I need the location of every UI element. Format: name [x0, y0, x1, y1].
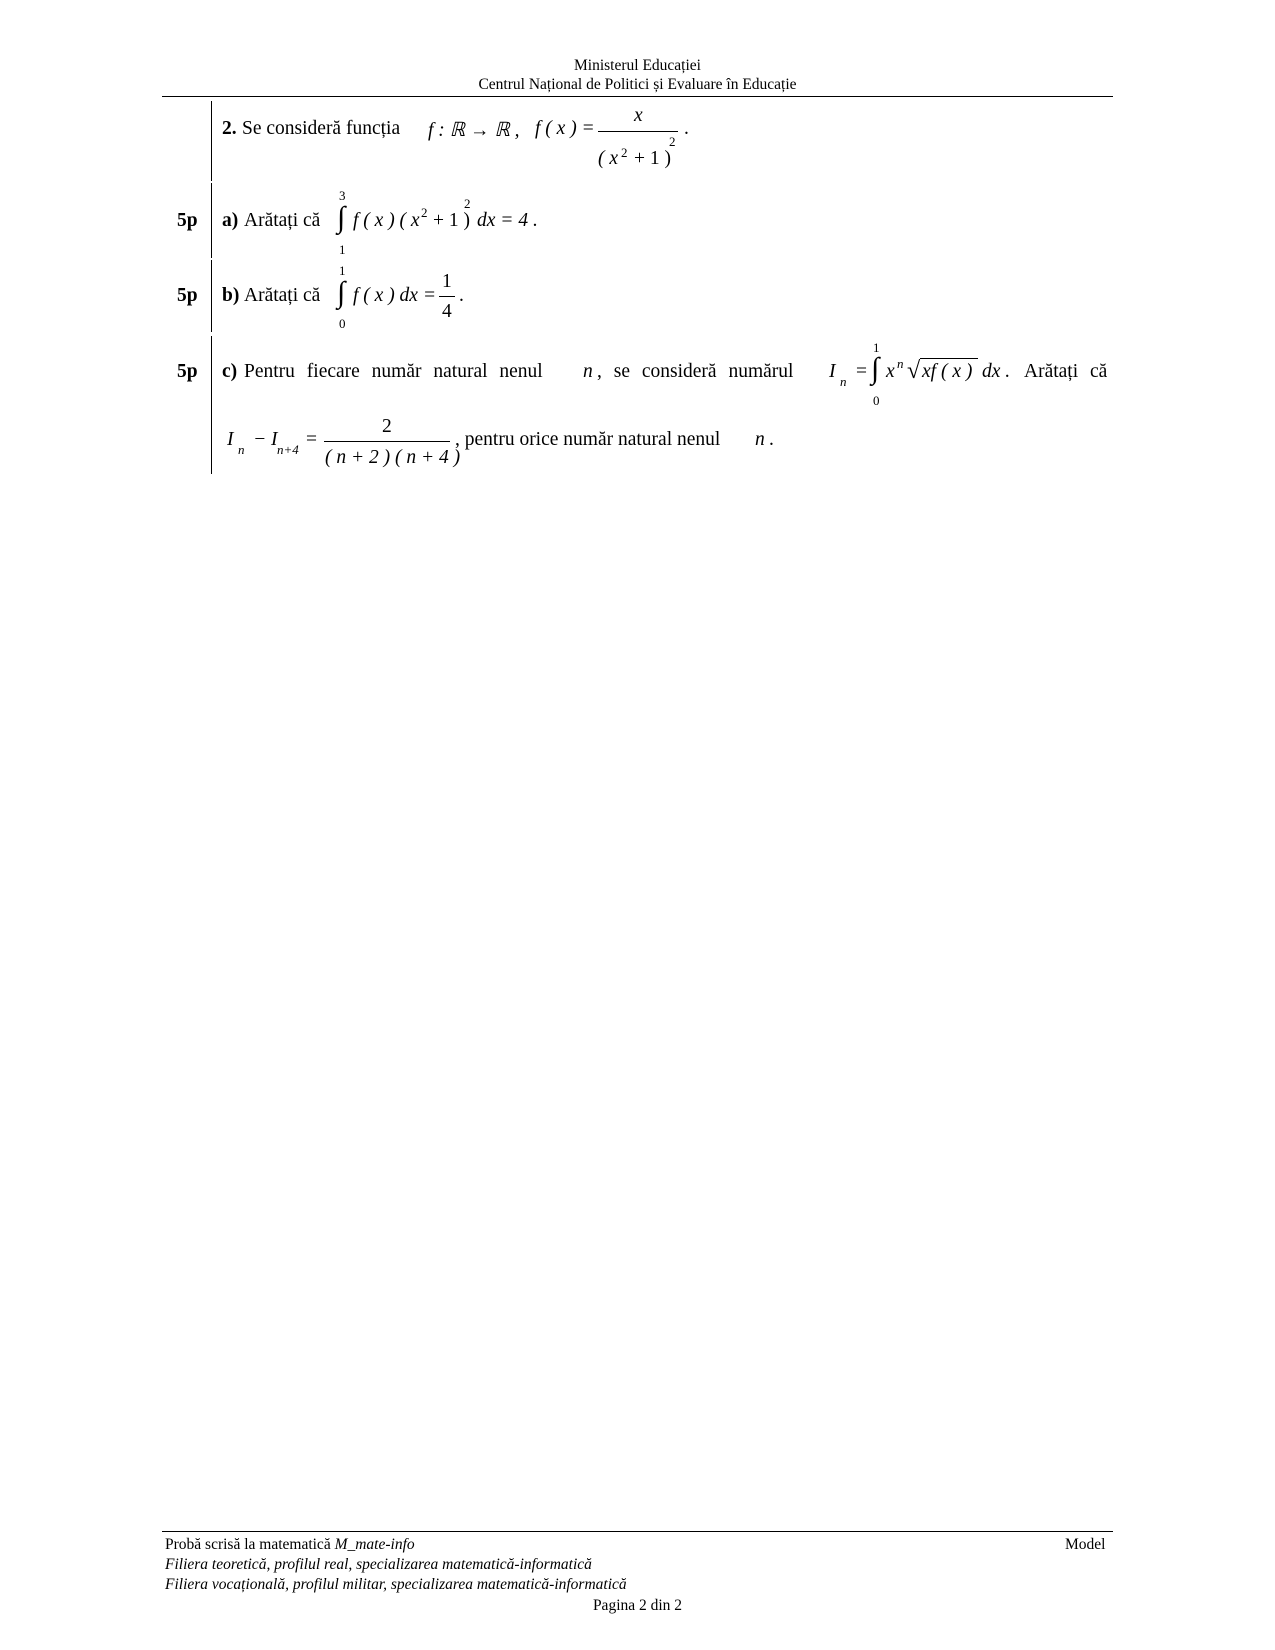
- fraction-numerator: 1: [442, 271, 452, 292]
- part-text-end: Arătați că: [1024, 361, 1108, 382]
- fraction-denominator: ( n + 2 ) ( n + 4 ): [325, 447, 461, 468]
- integrand: f ( x ) ( x: [353, 210, 420, 231]
- points-label: 5p: [177, 285, 198, 306]
- part-label: b): [222, 285, 240, 306]
- part-label: c): [222, 361, 238, 382]
- points-label: 5p: [177, 361, 198, 382]
- sqrt-body: xf ( x ): [922, 361, 973, 382]
- column-divider: [211, 183, 212, 258]
- exponent: 2: [621, 145, 628, 160]
- column-divider: [211, 101, 212, 181]
- exponent: n: [897, 356, 904, 371]
- header-ministry: Ministerul Educației: [574, 57, 701, 74]
- header-rule: [162, 96, 1113, 97]
- integrand-rest: + 1 ): [433, 210, 470, 231]
- exponent: 2: [421, 205, 428, 220]
- points-label: 5p: [177, 210, 198, 231]
- differential: dx .: [982, 361, 1011, 382]
- footer-page-number: Pagina 2 din 2: [592, 1597, 683, 1614]
- footer-rule: [162, 1531, 1113, 1532]
- fraction-denominator: 4: [442, 301, 452, 322]
- integral-result: dx = 4 .: [477, 210, 538, 231]
- fraction-bar: [324, 441, 450, 442]
- variable-n: n: [755, 429, 765, 450]
- sqrt-bar: [920, 358, 978, 359]
- footer-model: Model: [1065, 1536, 1106, 1553]
- footer-track-theoretical: Filiera teoretică, profilul real, specializarea matematică-informatică: [165, 1556, 592, 1573]
- integral-upper-limit: 1: [873, 340, 880, 355]
- period: .: [459, 285, 464, 306]
- column-divider: [211, 336, 212, 474]
- footer-exam-subject: M_mate-info: [334, 1536, 415, 1553]
- function-lhs: f ( x ) =: [535, 118, 595, 139]
- part-text-cont: , se consideră numărul: [597, 361, 794, 382]
- fraction-bar: [598, 131, 678, 132]
- period: .: [684, 118, 689, 139]
- integral-lower-limit: 0: [873, 393, 880, 408]
- footer-exam-line: [165, 1535, 415, 1554]
- exponent: 2: [464, 196, 471, 211]
- integral-lower-limit: 1: [339, 242, 346, 257]
- equals: =: [306, 429, 317, 450]
- integral-sign: ∫: [871, 352, 880, 385]
- part-text: Pentru fiecare număr natural nenul: [244, 361, 543, 382]
- fraction-numerator: x: [634, 105, 643, 126]
- sequence-I: I: [829, 361, 836, 382]
- header-center: Centrul Național de Politici și Evaluare în Educație: [478, 76, 797, 93]
- subscript: n: [840, 374, 847, 389]
- period: .: [769, 429, 774, 450]
- subscript: n: [238, 442, 245, 457]
- power-x: x: [886, 361, 895, 382]
- integral-sign: ∫: [337, 201, 346, 234]
- fraction-denominator: ( x: [598, 148, 619, 169]
- fraction-denominator-rest: + 1 ): [634, 148, 671, 169]
- exponent: 2: [669, 134, 676, 149]
- integral-upper-limit: 1: [339, 263, 346, 278]
- subscript: n+4: [277, 442, 299, 457]
- variable-n: n: [583, 361, 593, 382]
- fraction-numerator: 2: [382, 416, 392, 437]
- fraction-bar: [439, 296, 455, 297]
- sequence-I: I: [227, 429, 234, 450]
- integral-upper-limit: 3: [339, 188, 346, 203]
- footer-exam-prefix: Probă scrisă la matematică: [165, 1536, 331, 1553]
- integrand: f ( x ) dx =: [353, 285, 436, 306]
- integral-lower-limit: 0: [339, 316, 346, 331]
- column-divider: [211, 260, 212, 332]
- part-text: Arătați că: [244, 210, 321, 231]
- problem-intro: Se consideră funcția: [242, 118, 401, 139]
- function-signature: f : ℝ → ℝ ,: [428, 120, 520, 141]
- sqrt-sign: √: [907, 358, 921, 384]
- problem-number: 2.: [222, 118, 237, 139]
- part-text-line2: , pentru orice număr natural nenul: [455, 429, 721, 450]
- minus-term: − I: [253, 429, 278, 450]
- part-label: a): [222, 210, 239, 231]
- part-text: Arătați că: [244, 285, 321, 306]
- integral-sign: ∫: [337, 276, 346, 309]
- equals: =: [856, 361, 867, 382]
- footer-track-vocational: Filiera vocațională, profilul militar, specializarea matematică-informatică: [165, 1576, 627, 1593]
